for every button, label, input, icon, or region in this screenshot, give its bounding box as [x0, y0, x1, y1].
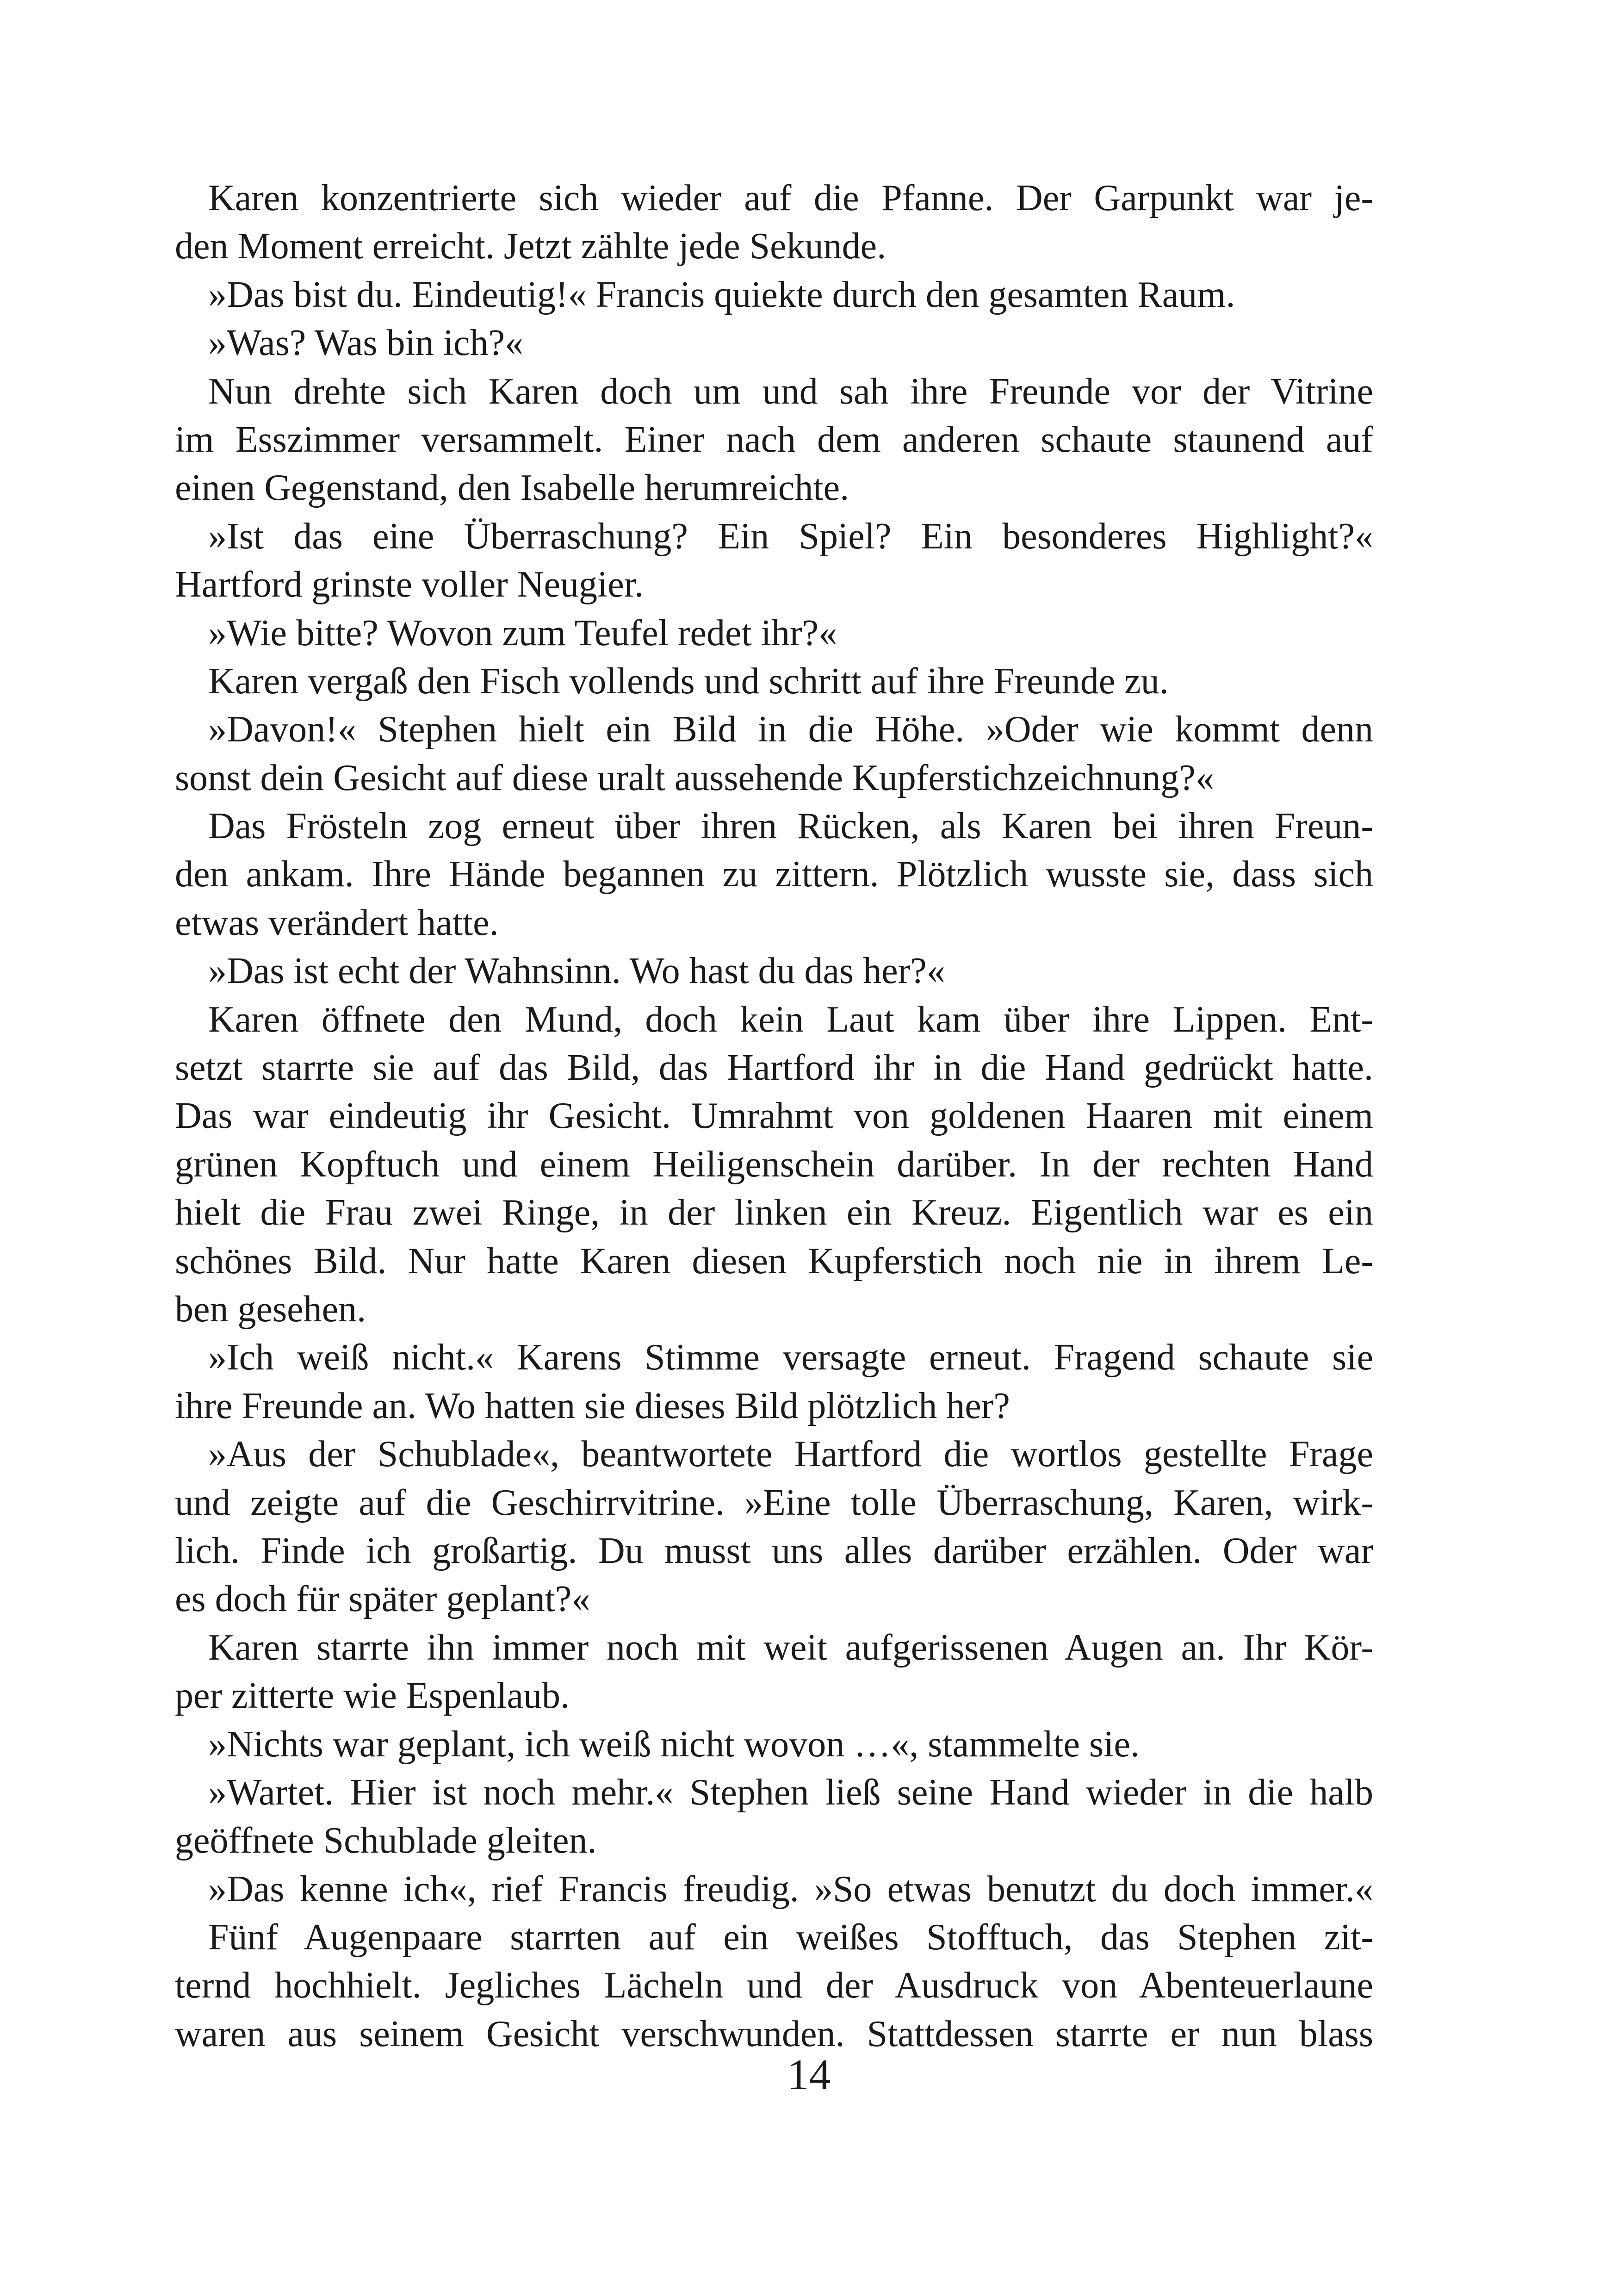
- text-line: Karen starrte ihn immer noch mit weit aufgerissenen Augen an. Ihr Kör-: [208, 1627, 1373, 1668]
- text-line: Fünf Augenpaare starrten auf ein weißes Stofftuch, das Stephen zit-: [208, 1917, 1373, 1958]
- text-line: hielt die Frau zwei Ringe, in der linken ein Kreuz. Eigentlich war es ein: [175, 1192, 1373, 1233]
- text-line: »Davon!« Stephen hielt ein Bild in die Höhe. »Oder wie kommt denn: [208, 709, 1373, 750]
- text-line: es doch für später geplant?«: [175, 1579, 590, 1620]
- text-line: und zeigte auf die Geschirrvitrine. »Eine tolle Überraschung, Karen, wirk-: [175, 1482, 1373, 1523]
- text-line: den Moment erreicht. Jetzt zählte jede Sekunde.: [175, 226, 886, 267]
- text-line: einen Gegenstand, den Isabelle herumreichte.: [175, 467, 849, 509]
- text-line: »Das ist echt der Wahnsinn. Wo hast du das her?«: [208, 951, 945, 992]
- text-line: schönes Bild. Nur hatte Karen diesen Kupferstich noch nie in ihrem Le-: [175, 1240, 1373, 1282]
- text-line: ihre Freunde an. Wo hatten sie dieses Bild plötzlich her?: [175, 1385, 1010, 1426]
- body-text: [175, 174, 1373, 2058]
- text-line: »Aus der Schublade«, beantwortete Hartford die wortlos gestellte Frage: [208, 1434, 1373, 1475]
- text-line: »Wartet. Hier ist noch mehr.« Stephen ließ seine Hand wieder in die halb: [208, 1772, 1373, 1813]
- text-line: »Nichts war geplant, ich weiß nicht wovon …«, stammelte sie.: [208, 1724, 1140, 1765]
- text-line: ternd hochhielt. Jegliches Lächeln und der Ausdruck von Abenteuerlaune: [175, 1965, 1373, 2006]
- text-line: waren aus seinem Gesicht verschwunden. Stattdessen starrte er nun blass: [175, 2013, 1373, 2054]
- text-line: »Wie bitte? Wovon zum Teufel redet ihr?«: [208, 612, 837, 653]
- text-line: Karen öffnete den Mund, doch kein Laut kam über ihre Lippen. Ent-: [208, 999, 1373, 1040]
- text-line: setzt starrte sie auf das Bild, das Hartford ihr in die Hand gedrückt hatte.: [175, 1047, 1373, 1089]
- text-line: »Ist das eine Überraschung? Ein Spiel? Ein besonderes Highlight?«: [208, 516, 1373, 557]
- text-line: per zitterte wie Espenlaub.: [175, 1675, 570, 1717]
- text-line: ben gesehen.: [175, 1288, 366, 1330]
- text-line: den ankam. Ihre Hände begannen zu zittern. Plötzlich wusste sie, dass sich: [175, 854, 1373, 895]
- text-line: im Esszimmer versammelt. Einer nach dem anderen schaute staunend auf: [175, 419, 1373, 460]
- text-line: Das Frösteln zog erneut über ihren Rücken, als Karen bei ihren Freun-: [208, 806, 1373, 847]
- text-line: »Was? Was bin ich?«: [208, 323, 524, 364]
- text-line: grünen Kopftuch und einem Heiligenschein darüber. In der rechten Hand: [175, 1144, 1373, 1185]
- text-line: Das war eindeutig ihr Gesicht. Umrahmt von goldenen Haaren mit einem: [175, 1095, 1373, 1137]
- text-line: lich. Finde ich großartig. Du musst uns alles darüber erzählen. Oder war: [175, 1530, 1373, 1571]
- page-number: 14: [787, 2051, 831, 2099]
- text-line: etwas verändert hatte.: [175, 902, 499, 943]
- text-line: Karen vergaß den Fisch vollends und schritt auf ihre Freunde zu.: [208, 660, 1169, 702]
- text-line: Nun drehte sich Karen doch um und sah ihre Freunde vor der Vitrine: [208, 371, 1373, 412]
- text-line: »Das bist du. Eindeutig!« Francis quiekte durch den gesamten Raum.: [208, 274, 1235, 315]
- text-line: geöffnete Schublade gleiten.: [175, 1820, 597, 1861]
- text-line: »Das kenne ich«, rief Francis freudig. »So etwas benutzt du doch immer.«: [208, 1868, 1373, 1910]
- text-line: »Ich weiß nicht.« Karens Stimme versagte erneut. Fragend schaute sie: [208, 1337, 1373, 1378]
- text-line: sonst dein Gesicht auf diese uralt aussehende Kupferstichzeichnung?«: [175, 757, 1214, 798]
- text-line: Karen konzentrierte sich wieder auf die Pfanne. Der Garpunkt war je-: [208, 178, 1373, 218]
- text-line: Hartford grinste voller Neugier.: [175, 564, 644, 605]
